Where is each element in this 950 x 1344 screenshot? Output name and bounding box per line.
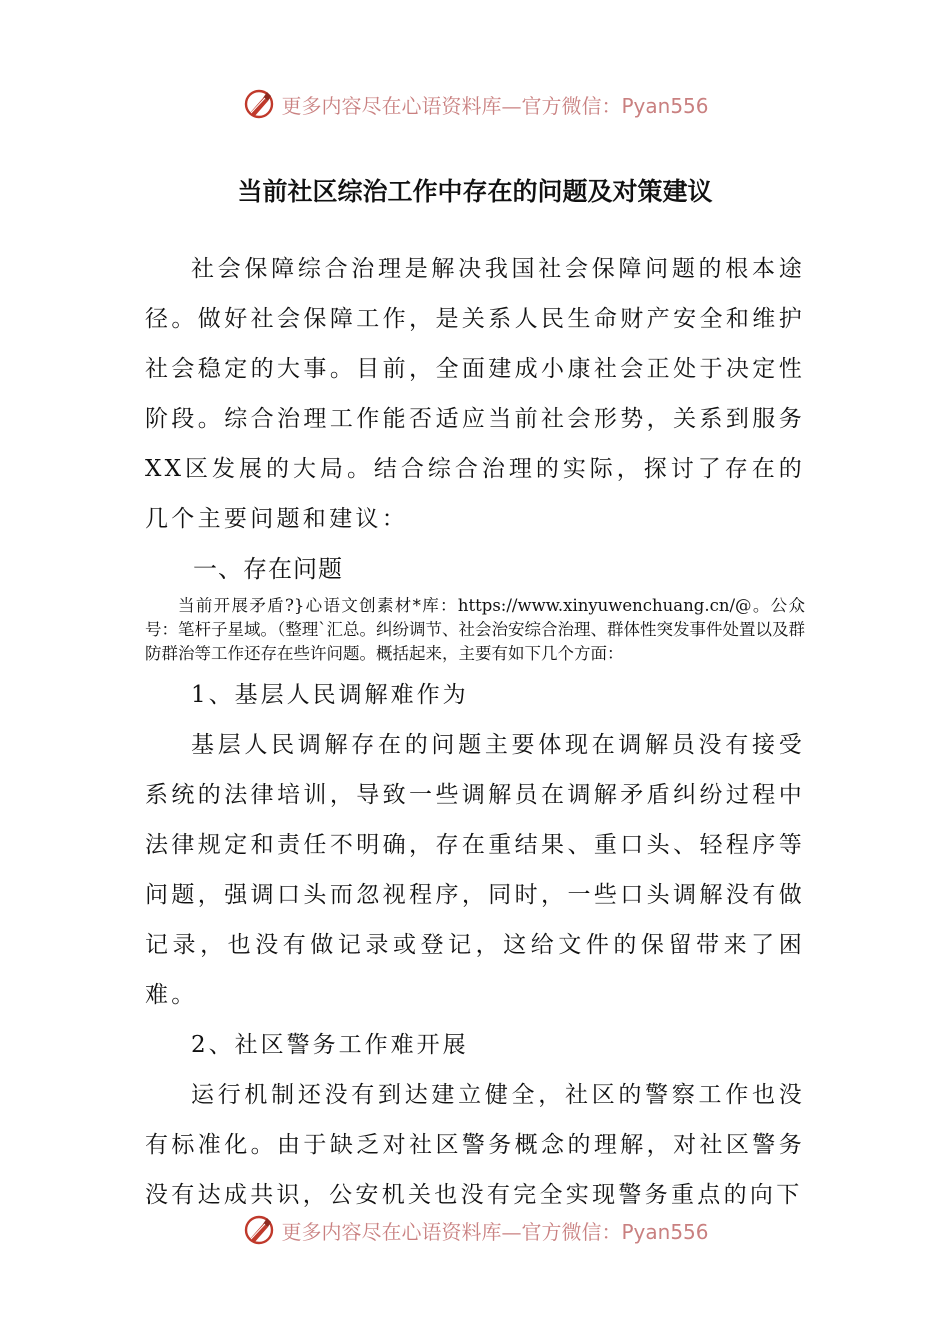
item1-heading: 1、基层人民调解难作为 [191, 682, 469, 708]
header-banner-inner [241, 86, 708, 122]
footer-banner-inner [241, 1212, 708, 1248]
intro-paragraph: 社会保障综合治理是解决我国社会保障问题的根本途径。做好社会保障工作，是关系人民生命财产安全和维护社会稳定的大事。目前，全面建成小康社会正处于决定性阶段。综合治理工作能否适应当前社会形势，关系到服务XX区发展的大局。结合综合治理的实际，探讨了存在的几个主要问题和建议： [145, 256, 805, 532]
item2-body: 运行机制还没有到达建立健全，社区的警察工作也没有标准化。由于缺乏对社区警务概念的理解，对社区警务没有达成共识，公安机关也没有完全实现警务重点的向下 [145, 1082, 805, 1208]
pen-nib-logo-icon [241, 1212, 277, 1248]
document-title: 当前社区综治工作中存在的问题及对策建议 [237, 177, 713, 206]
section-intro-small-text: 当前开展矛盾?}心语文创素材*库：https://www.xinyuwenchuang.cn/@。公众号：笔杆子星域。（整理`汇总。纠纷调节、社会治安综合治理、群体性突发事件处置以及群防群治等工作还存在些许问题。概括起来，主要有如下几个方面： [145, 596, 805, 663]
banner-text-footer: 更多内容尽在心语资料库—官方微信：Pyan556 [281, 1219, 709, 1244]
item2-heading: 2、社区警务工作难开展 [191, 1032, 469, 1058]
document-body [145, 244, 805, 1220]
section-heading-problems: 一、存在问题 [193, 555, 343, 583]
footer-banner [0, 1206, 950, 1254]
item1-body: 基层人民调解存在的问题主要体现在调解员没有接受系统的法律培训，导致一些调解员在调解矛盾纠纷过程中法律规定和责任不明确，存在重结果、重口头、轻程序等问题，强调口头而忽视程序，同时，一些口头调解没有做记录，也没有做记录或登记，这给文件的保留带来了困难。 [145, 732, 805, 1008]
banner-text: 更多内容尽在心语资料库—官方微信：Pyan556 [281, 93, 709, 118]
banner-handle-footer: Pyan556 [621, 1219, 709, 1244]
pen-nib-logo-icon [241, 86, 277, 122]
banner-handle: Pyan556 [621, 93, 709, 118]
header-banner [0, 80, 950, 128]
